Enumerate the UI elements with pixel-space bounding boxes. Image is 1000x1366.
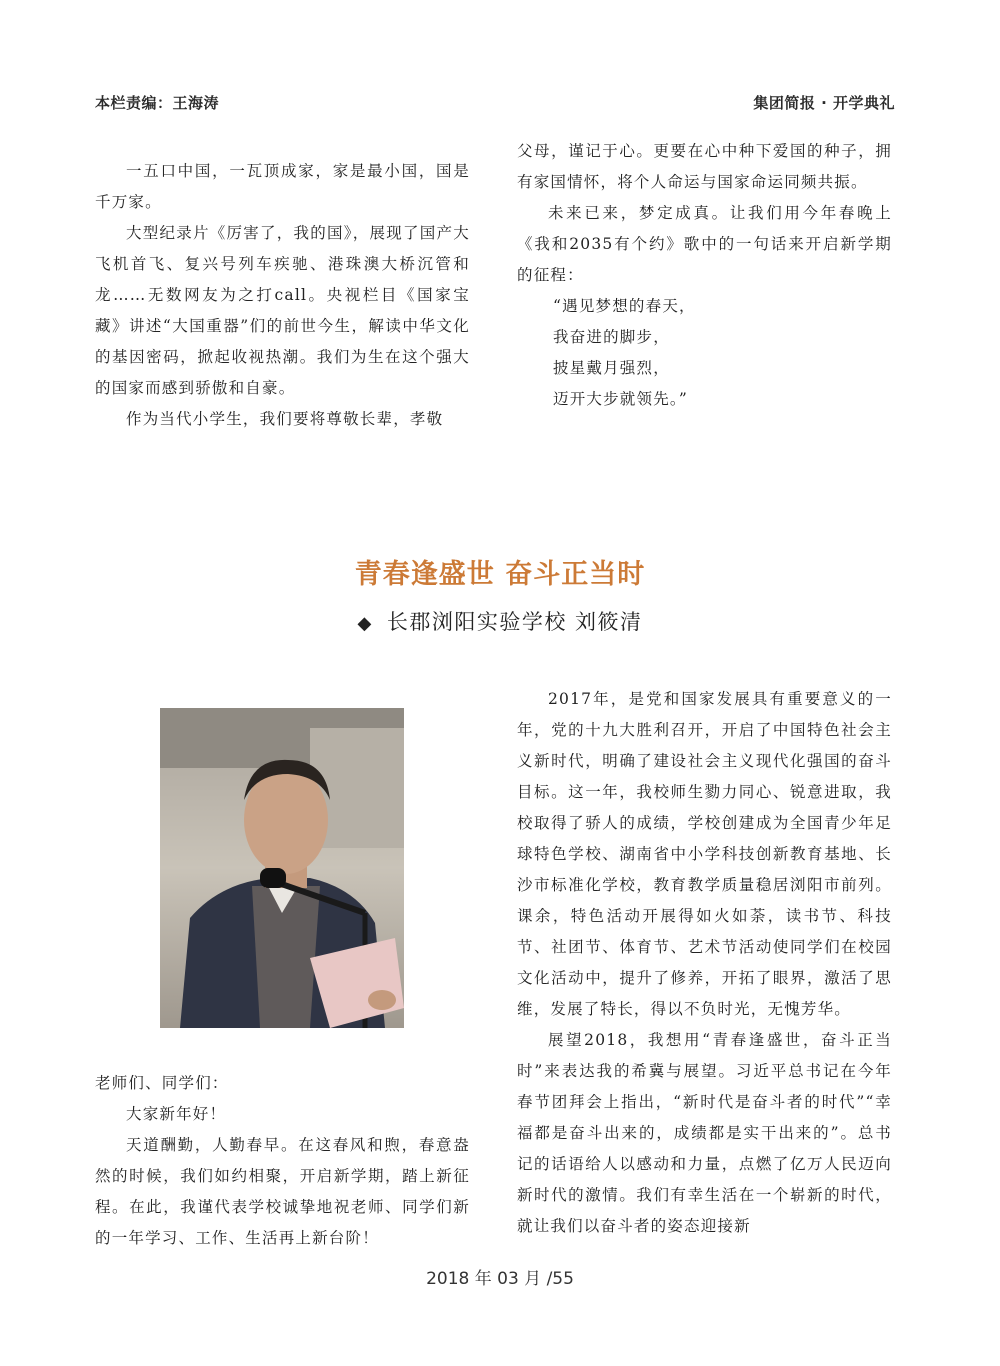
column-editor: 本栏责编：王海涛 bbox=[95, 94, 220, 112]
speaker-photo bbox=[160, 708, 404, 1028]
bottom-left-column bbox=[95, 1068, 470, 1254]
salutation: 老师们、同学们： bbox=[95, 1074, 229, 1092]
verse-line: 迈开大步就领先。” bbox=[553, 390, 688, 408]
paragraph: 展望2018，我想用“青春逢盛世，奋斗正当时”来表达我的希冀与展望。习近平总书记在今年春节团拜会上指出，“新时代是奋斗者的时代”“幸福都是奋斗出来的，成绩都是实干出来的”。总书记的话语给人以感动和力量，点燃了亿万人民迈向新时代的激情。我们有幸生活在一个崭新的时代，就让我们以奋斗者的姿态迎接新 bbox=[517, 1031, 892, 1235]
byline bbox=[0, 606, 1000, 636]
byline-text: 长郡浏阳实验学校 刘筱清 bbox=[386, 610, 643, 634]
top-right-column bbox=[517, 136, 892, 415]
bottom-right-column bbox=[517, 684, 892, 1242]
paragraph: 2017年，是党和国家发展具有重要意义的一年，党的十九大胜利召开，开启了中国特色社会主义新时代，明确了建设社会主义现代化强国的奋斗目标。这一年，我校师生勠力同心、锐意进取，我校取得了骄人的成绩，学校创建成为全国青少年足球特色学校、湖南省中小学科技创新教育基地、长沙市标准化学校，教育教学质量稳居浏阳市前列。课余，特色活动开展得如火如荼，读书节、科技节、社团节、体育节、艺术节活动使同学们在校园文化活动中，提升了修养，开拓了眼界，激活了思维，发展了特长，得以不负时光，无愧芳华。 bbox=[517, 690, 892, 1018]
verse-line: 披星戴月强烈， bbox=[553, 359, 670, 377]
diamond-bullet-icon: ◆ bbox=[357, 613, 373, 634]
paragraph: 大家新年好！ bbox=[126, 1105, 227, 1123]
paragraph: 未来已来，梦定成真。让我们用今年春晚上《我和2035有个约》歌中的一句话来开启新学期的征程： bbox=[517, 204, 892, 284]
section-title: 集团简报 · 开学典礼 bbox=[753, 94, 895, 112]
verse-line: 我奋进的脚步， bbox=[553, 328, 670, 346]
paragraph: 作为当代小学生，我们要将尊敬长辈，孝敬 bbox=[126, 410, 444, 428]
paragraph: 一五口中国，一瓦顶成家，家是最小国，国是千万家。 bbox=[95, 162, 470, 211]
paragraph: 天道酬勤，人勤春早。在这春风和煦，春意盎然的时候，我们如约相聚，开启新学期，踏上新征程。在此，我谨代表学校诚挚地祝老师、同学们新的一年学习、工作、生活再上新台阶！ bbox=[95, 1136, 470, 1247]
paragraph: 大型纪录片《厉害了，我的国》，展现了国产大飞机首飞、复兴号列车疾驰、港珠澳大桥沉管和龙……无数网友为之打call。央视栏目《国家宝藏》讲述“大国重器”们的前世今生，解读中华文化的基因密码，掀起收视热潮。我们为生在这个强大的国家而感到骄傲和自豪。 bbox=[95, 224, 470, 397]
paragraph: 父母，谨记于心。更要在心中种下爱国的种子，拥有家国情怀，将个人命运与国家命运同频共振。 bbox=[517, 142, 892, 191]
verse-line: “遇见梦想的春天， bbox=[553, 297, 696, 315]
page-footer: 2018 年 03 月 /55 bbox=[426, 1269, 574, 1289]
top-left-column bbox=[95, 156, 470, 435]
article-title: 青春逢盛世 奋斗正当时 bbox=[354, 559, 646, 590]
